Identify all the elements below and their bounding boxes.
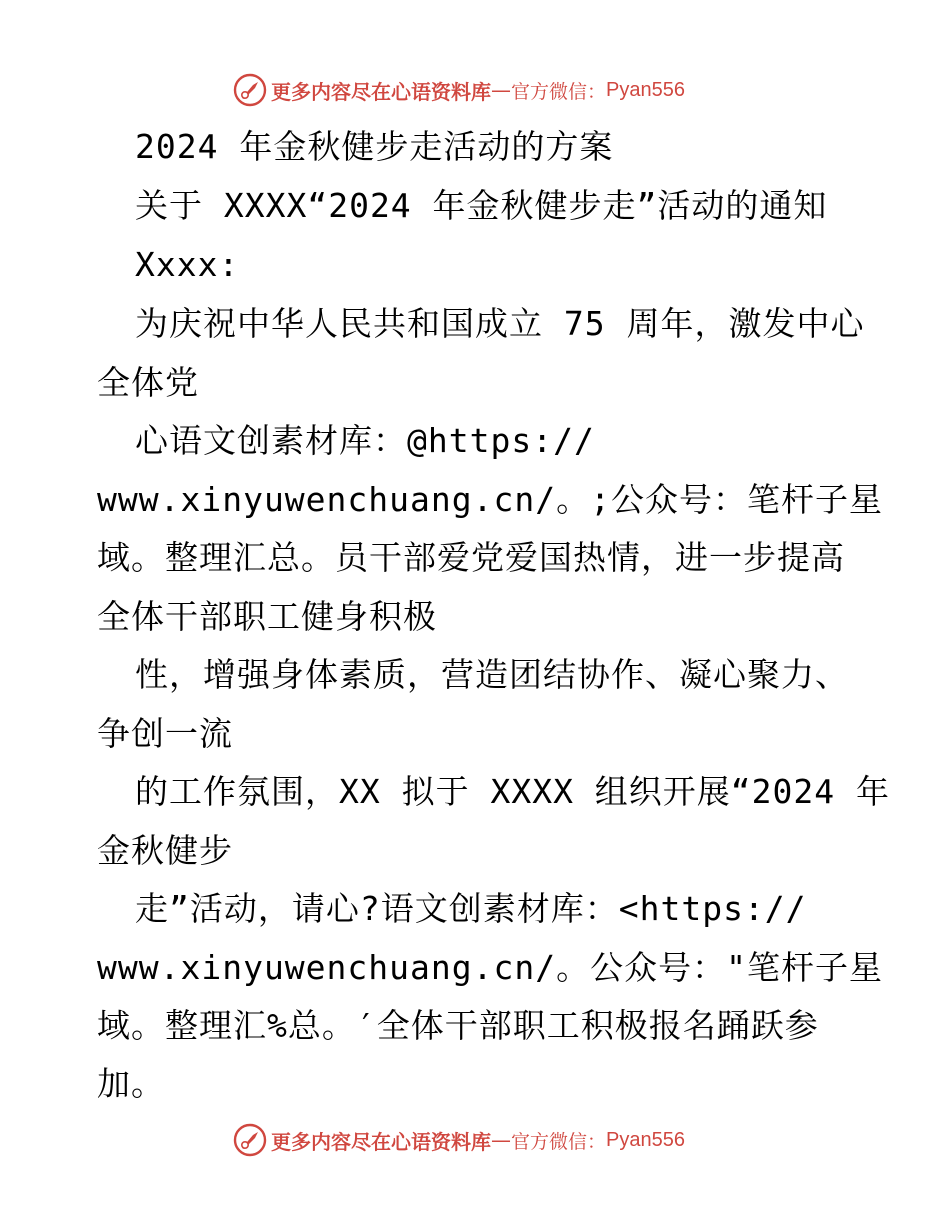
doc-line-16: 域。整理汇%总。′全体干部职工积极报名踊跃参 bbox=[97, 1006, 819, 1045]
watermark-dash: — bbox=[491, 1128, 511, 1152]
watermark-banner-bottom bbox=[233, 1120, 685, 1160]
watermark-id-text: Pyan556 bbox=[606, 1128, 685, 1151]
watermark-main-text: 更多内容尽在心语资料库 bbox=[271, 1129, 491, 1154]
doc-line-17: 加。 bbox=[97, 1064, 165, 1103]
watermark-id-text: Pyan556 bbox=[606, 78, 685, 101]
watermark-sub-text: 官方微信： bbox=[511, 1130, 607, 1153]
doc-line-12: 的工作氛围，XX 拟于 XXXX 组织开展“2024 年 bbox=[135, 772, 891, 811]
doc-line-5: 全体党 bbox=[97, 363, 199, 402]
doc-line-10: 性，增强身体素质，营造团结协作、凝心聚力、 bbox=[135, 655, 849, 694]
watermark-sub-text: 官方微信： bbox=[511, 80, 607, 103]
doc-line-15: www.xinyuwenchuang.cn/。公众号："笔杆子星 bbox=[97, 948, 883, 987]
doc-line-7: www.xinyuwenchuang.cn/。;公众号：笔杆子星 bbox=[97, 480, 883, 519]
doc-line-8: 域。整理汇总。员干部爱党爱国热情，进一步提高 bbox=[97, 538, 845, 577]
doc-line-9: 全体干部职工健身积极 bbox=[97, 597, 437, 636]
doc-line-14: 走”活动，请心?语文创素材库：<https:// bbox=[135, 889, 807, 928]
watermark-dash: — bbox=[491, 78, 511, 102]
watermark-main-text: 更多内容尽在心语资料库 bbox=[271, 79, 491, 104]
doc-line-1: 2024 年金秋健步走活动的方案 bbox=[135, 127, 614, 166]
doc-line-4: 为庆祝中华人民共和国成立 75 周年，激发中心 bbox=[135, 304, 865, 343]
doc-line-6: 心语文创素材库：@https:// bbox=[135, 421, 595, 460]
doc-line-2: 关于 XXXX“2024 年金秋健步走”活动的通知 bbox=[135, 186, 828, 225]
doc-line-13: 金秋健步 bbox=[97, 831, 233, 870]
pen-nib-logo-icon bbox=[233, 1123, 267, 1157]
doc-line-3: Xxxx: bbox=[135, 245, 240, 284]
pen-nib-logo-icon bbox=[233, 73, 267, 107]
doc-line-11: 争创一流 bbox=[97, 714, 233, 753]
watermark-banner-top bbox=[233, 70, 685, 110]
